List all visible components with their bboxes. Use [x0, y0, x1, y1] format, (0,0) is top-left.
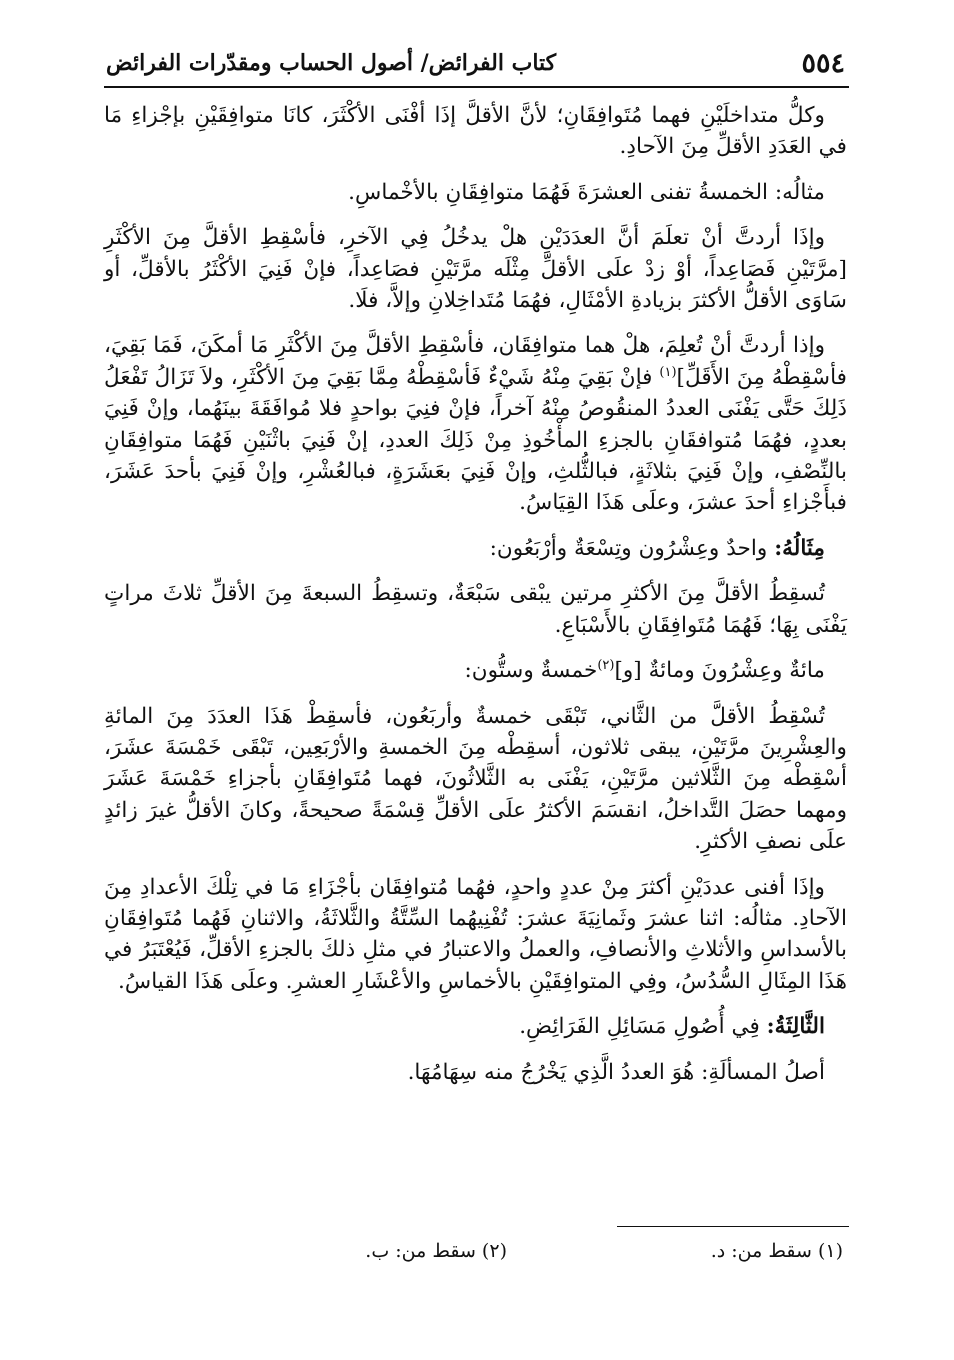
section-label: الثَّالِثَةُ: [766, 1014, 825, 1040]
paragraph: أصلُ المسألَةِ: هُوَ العددُ الَّذِي يَخْرُجُ منه سِهَامُهَا. [407, 1059, 825, 1085]
page-number: ٥٥٤ [801, 48, 845, 79]
section-heading [104, 1011, 847, 1042]
header-rule [104, 86, 849, 88]
footnotes [104, 1240, 847, 1274]
paragraph-text: وإذا أردتَّ أنْ تُعلِمَ، هلْ هما متوافِقَان، فأسْقِطِ الأقلَّ مِنَ الأكْثَرِ مَا أمكَنَ، فَمَا بَقِيَ، فأسْقِطْهُ مِنَ الأَقَلِّ] [104, 333, 848, 390]
footnote-marker: (١) [659, 364, 677, 380]
paragraph-text: مائةٌ وعِشْرُونَ ومائةٌ [و] [614, 658, 825, 684]
section-title: فِي أُصُولِ مَسَائِلِ الفَرَائِضِ. [519, 1014, 767, 1040]
paragraph [104, 330, 847, 518]
paragraph: مثالُه: الخمسةُ تفنى العشرَةَ فَهُمَا متوافِقَانِ بالأخْماسِ. [348, 179, 825, 205]
example-heading [104, 533, 847, 564]
paragraph-text: خمسةٌ وستُّون: [464, 658, 598, 684]
paragraph [104, 655, 847, 686]
footnote-1: (١) سقط من: د. [710, 1240, 843, 1262]
running-title: كتاب الفرائض/ أصول الحساب ومقدّرات الفرائض [106, 50, 557, 76]
paragraph: وإذَا أفنى عددَيْنِ أكثرَ مِنْ عددٍ واحدٍ، فهُما مُتوافِقَان بأجْزَاءِ مَا في تِلْكَ الأعدادِ مِنَ الآحادِ. مثالُه: اثنا عشرَ وثَمانِيَةَ عشرَ: تُفْنِيهُما السِّتَّةُ والثَّلاثَةُ، والاثنانِ فَهُما مُتَوافِقَانِ بالأسداسِ والأثلاثِ والأنصافِ، والعملُ والاعتبارُ في مثلِ ذلكَ بالجزءِ الأقلِّ، فَيُعْتَبَرُ في هَذَا المِثَالِ السُّدُسُ، وفِي المتوافِقَيْنِ بالأخماسِ والأعْشَارِ العشرِ. وعلَى هَذَا القياسُ. [104, 874, 847, 994]
paragraph: تُسقِطُ الأقلَّ مِنَ الأكثرِ مرتين يبْقى سَبْعَةٌ، وتسقِطُ السبعةَ مِنَ الأقلِّ ثلاثَ مراتٍ يَفْنَى بِهَا؛ فَهُمَا مُتَوافِقَانِ بالأَسْبَاعِ. [104, 581, 847, 638]
paragraph-text: فإنْ بَقِيَ مِنْهُ شَيْءٌ فَأسْقِطْهُ مِمَّا بَقِيَ مِنَ الأكْثَرِ، ولاَ تَزَالُ تَفْعَلُ ذَلِكَ حَتَّى يَفْنَى العددُ المنقُوصُ مِنْهُ آخراً، فإنْ فنِيَ بواحدٍ فلا مُوافَقَةَ بينَهُما، وإنْ فَنِيَ بعددٍ، فهُمَا مُتوافقَانِ بالجزءِ المأْخُوذِ مِنْ ذَلِكَ العددِ، إنْ فَنِيَ باثْنَيْنِ فَهُمَا متوافِقَانِ بالنِّصْفِ، وإنْ فَنِيَ بثلاثَةٍ، فبالثُّلثِ، وإنْ فَنِيَ بعَشَرَةٍ، فبالعُشْرِ، وإنْ فَنِيَ بأحدَ عَشَرَ، فبأَجْزاءِ أحدَ عشرَ، وعلَى هَذَا القِيَاسُ. [104, 364, 847, 516]
page-header [104, 46, 849, 82]
paragraph: تُسْقِطُ الأقلَّ من الثَّاني، تَبْقَى خمسةٌ وأربَعُون، فأسقِطْ هَذَا العدَدَ مِنَ المائةِ والعِشْرِينَ مرَّتَيْنِ، يبقى ثلاثون، أسقِطْه مِنَ الخمسةِ والأرْبَعِين، تَبْقَى خَمْسَةَ عشَرَ، أسْقِطْه مِنَ الثَّلاثين مرَّتَيْنِ، يَفْنَى به الثَّلاثُونَ، فهما مُتَوافِقَانِ بأجزاءِ خَمْسَةَ عَشَرَ ومهما حصَلَ التَّداخلُ، انقسَمَ الأكثرُ علَى الأقلِّ قِسْمَةً صحيحةً، وكانَ الأقلُّ غيرَ زائدٍ علَى نصفِ الأكثرِ. [104, 703, 847, 855]
footnote-marker: (٢) [597, 657, 615, 673]
body-text [104, 100, 847, 1102]
footnote-2: (٢) سقط من: ب. [365, 1240, 507, 1262]
example-label: مِثَالُهُ: [774, 535, 825, 561]
paragraph: وإذَا أردتَّ أنْ تعلَمَ أنَّ العدَدَيْنِ هلْ يدخُلُ فِي الآخرِ، فأسْقِطِ الأقلَّ مِنَ الأكْثَرِ [مرَّتَيْنِ فَصَاعِداً، أوْ زدْ علَى الأقلِّ مِثْلَه مرَّتَيْنِ فصَاعِداً، فإنْ فَنِيَ الأكْثَرُ بالأقلِّ، أو سَاوَى الأقلُّ الأكثرَ بزيادةِ الأمْثَالِ، فهُمَا مُتَداخِلانِ وإلاَّ، فلَا. [104, 225, 847, 314]
paragraph: وكلُّ متداخلَيْنِ فهما مُتَوافِقَانِ؛ لأنَّ الأقلَّ إذَا أفْنَى الأكْثَرَ، كانَا متوافِقَيْنِ بإجْزاءِ مَا في العَدَدِ الأقلِّ مِنَ الآحادِ. [104, 103, 847, 160]
footnote-rule [617, 1226, 849, 1227]
example-text: واحدٌ وعِشْرُون وتِسْعَةٌ وأرْبَعُون: [489, 535, 775, 561]
